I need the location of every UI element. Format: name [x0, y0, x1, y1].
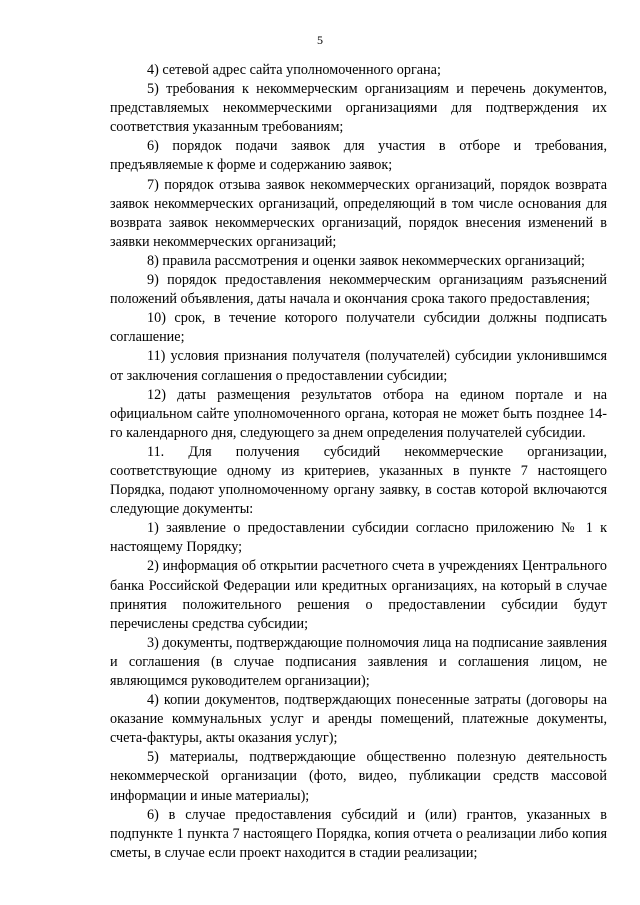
document-list-item-5: 5) материалы, подтверждающие общественно полезную деятельность некоммерческой организации (фото, видео, публикации средств массовой информации и иные материалы); — [110, 749, 607, 804]
paragraph-item-7: 7) порядок отзыва заявок некоммерческих организаций, порядок возврата заявок некоммерческих организаций, определяющий в том числе основания для возврата заявок некоммерческих организаций, порядок внесения изменений в заявки некоммерческих организаций; — [110, 176, 607, 250]
paragraph-item-8: 8) правила рассмотрения и оценки заявок некоммерческих организаций; — [147, 252, 585, 269]
paragraph-item-12: 12) даты размещения результатов отбора на едином портале и на официальном сайте уполномоченного органа, которая не может быть позднее 14-го календарного дня, следующего за днем определения получателей субсидии. — [110, 386, 607, 441]
document-list-item-1: 1) заявление о предоставлении субсидии согласно приложению № 1 к настоящему Порядку; — [110, 520, 607, 556]
paragraph-item-11: 11) условия признания получателя (получателей) субсидии уклонившимся от заключения соглашения о предоставлении субсидии; — [110, 348, 607, 384]
paragraph-item-9: 9) порядок предоставления некоммерческим организациям разъяснений положений объявления, даты начала и окончания срока такого предоставления; — [110, 272, 607, 308]
paragraph-item-5: 5) требования к некоммерческим организациям и перечень документов, представляемых некоммерческими организациями для подтверждения их соответствия указанным требованиям; — [110, 81, 607, 136]
document-list-item-6: 6) в случае предоставления субсидий и (или) грантов, указанных в подпункте 1 пункта 7 настоящего Порядка, копия отчета о реализации либо копия сметы, в случае если проект находится в стадии реализации; — [110, 806, 607, 861]
paragraph-item-10: 10) срок, в течение которого получатели субсидии должны подписать соглашение; — [110, 310, 607, 346]
document-list-item-4: 4) копии документов, подтверждающих понесенные затраты (договоры на оказание коммунальных услуг и аренды помещений, платежные документы, счета-фактуры, акты оказания услуг); — [110, 692, 607, 747]
paragraph-item-4: 4) сетевой адрес сайта уполномоченного органа; — [147, 62, 441, 78]
document-body — [110, 61, 607, 863]
document-list-item-2: 2) информация об открытии расчетного счета в учреждениях Центрального банка Российской Федерации или кредитных организациях, на который в случае принятия положительного решения о предоставлении субсидии будут перечислены средства субсидии; — [110, 558, 607, 632]
paragraph-item-6: 6) порядок подачи заявок для участия в отборе и требования, предъявляемые к форме и содержанию заявок; — [110, 138, 607, 174]
page-number: 5 — [317, 33, 323, 47]
document-list-item-3: 3) документы, подтверждающие полномочия лица на подписание заявления и соглашения (в случае подписания заявления и соглашения лицом, не являющимся руководителем организации); — [110, 634, 607, 689]
section-11-paragraph: 11. Для получения субсидий некоммерческие организации, соответствующие одному из критериев, указанных в пункте 7 настоящего Порядка, подают уполномоченному органу заявку, в состав которой включаются следующие документы: — [110, 443, 607, 518]
